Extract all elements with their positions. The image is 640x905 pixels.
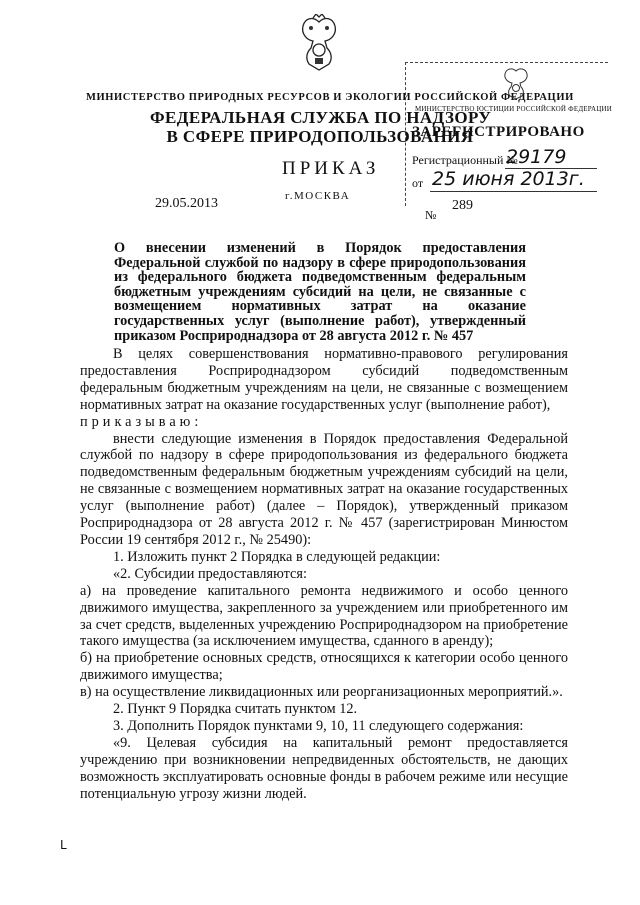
paragraph: б) на приобретение основных средств, относящихся к категории особо ценного движимого имущества;: [80, 650, 568, 684]
agency-name-line1: ФЕДЕРАЛЬНАЯ СЛУЖБА ПО НАДЗОРУ: [150, 108, 492, 127]
order-number: 289: [452, 198, 473, 213]
paragraph: «9. Целевая субсидия на капитальный ремонт предоставляется учреждению при возникновении непредвиденных обстоятельств, не дающих возможность эксплуатировать основные фонды в рабочем режиме или несущие потенциальную угрозу жизни людей.: [80, 734, 568, 802]
ministry-name: МИНИСТЕРСТВО ПРИРОДНЫХ РЕСУРСОВ И ЭКОЛОГИИ РОССИЙСКОЙ ФЕДЕРАЦИИ: [86, 92, 574, 103]
stamp-reg-label: Регистрационный №: [412, 153, 518, 167]
stamp-ministry: МИНИСТЕРСТВО ЮСТИЦИИ РОССИЙСКОЙ ФЕДЕРАЦИИ: [415, 105, 612, 113]
paragraph: 1. Изложить пункт 2 Порядка в следующей редакции:: [113, 548, 441, 565]
stamp-from-label: от: [412, 176, 424, 190]
paragraph: «2. Субсидии предоставляются:: [113, 565, 307, 582]
stamp-underline: [430, 191, 597, 192]
order-date: 29.05.2013: [155, 196, 218, 211]
paragraph: 2. Пункт 9 Порядка считать пунктом 12.: [113, 701, 358, 718]
paragraph: 3. Дополнить Порядок пунктами 9, 10, 11 следующего содержания:: [113, 717, 524, 734]
stamp-reg-date: 25 июня 2013г.: [432, 168, 585, 190]
coat-of-arms-emblem: [293, 14, 345, 74]
stamp-title: ЗАРЕГИСТРИРОВАНО: [412, 124, 585, 140]
agency-name-line2: В СФЕРЕ ПРИРОДОПОЛЬЗОВАНИЯ: [166, 127, 474, 146]
order-number-sign: №: [425, 208, 437, 222]
document-type: ПРИКАЗ: [282, 158, 380, 179]
stamp-emblem-icon: [500, 66, 532, 100]
footer-mark: ᒪ: [60, 838, 67, 852]
paragraph: внести следующие изменения в Порядок предоставления Федеральной службой по надзору в сфере природопользования из федерального бюджета подведомственным федеральным бюджетным учреждениям субсидий на цели, не связанные с возмещением нормативных затрат на оказание государственных услуг (выполнение работ) (далее – Порядок), утвержденный приказом Росприроднадзора от 28 августа 2012 г. № 457 (зарегистрирован Минюстом России 19 сентября 2012 г., № 25490):: [80, 430, 568, 548]
paragraph: В целях совершенствования нормативно-правового регулирования предоставления Росприроднадзором субсидий подведомственным федеральным бюджетным учреждениям на цели, не связанные с возмещением нормативных затрат на оказание государственных услуг (выполнение работ),: [80, 346, 568, 413]
paragraph: а) на проведение капитального ремонта недвижимого и особо ценного движимого имущества, закрепленного за учреждением или приобретенного им за счет средств, выделенных учреждению Росприроднадзором на приобретение такого имущества (за исключением имущества, сданного в аренду);: [80, 582, 568, 650]
stamp-reg-number: 29179: [506, 146, 567, 168]
order-title: О внесении изменений в Порядок предоставления Федеральной службой по надзору в сфере природопользования из федерального бюджета подведомственным федеральным бюджетным учреждениям субсидий на цели, не связанные с возмещением нормативных затрат на оказание государственных услуг (выполнение работ), утвержденный приказом Росприроднадзора от 28 августа 2012 г. № 457: [114, 240, 526, 344]
paragraph-decree: приказываю:: [80, 413, 203, 430]
order-city: г.МОСКВА: [285, 190, 351, 202]
paragraph: в) на осуществление ликвидационных или реорганизационных мероприятий.».: [80, 684, 563, 701]
order-body: [80, 346, 568, 802]
